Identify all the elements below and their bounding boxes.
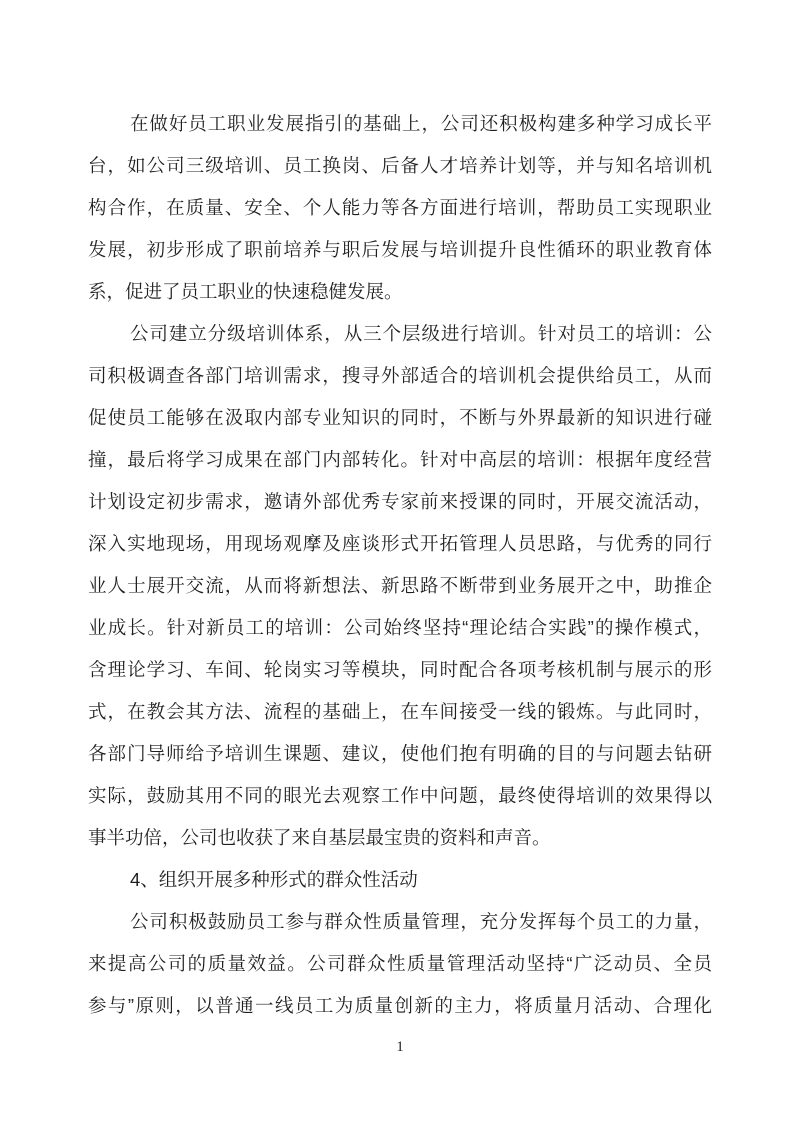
paragraph-line: 业人士展开交流，从而将新想法、新思路不断带到业务展开之中，助推企 [88,575,712,596]
paragraph-line: 实际，鼓励其用不同的眼光去观察工作中问题，最终使得培训的效果得以 [88,785,712,806]
paragraph-line: 事半功倍，公司也收获了来自基层最宝贵的资料和声音。 [88,827,551,848]
paragraph-line: 台，如公司三级培训、员工换岗、后备人才培养计划等，并与知名培训机 [88,155,712,176]
paragraph-line: 撞，最后将学习成果在部门内部转化。针对中高层的培训：根据年度经营 [88,449,712,470]
paragraph-line: 促使员工能够在汲取内部专业知识的同时，不断与外界最新的知识进行碰 [88,407,712,428]
paragraph-line: 在做好员工职业发展指引的基础上，公司还积极构建多种学习成长平 [130,113,712,134]
paragraph-line: 构合作，在质量、安全、个人能力等各方面进行培训，帮助员工实现职业 [88,197,712,218]
paragraph-line: 司积极调查各部门培训需求，搜寻外部适合的培训机会提供给员工，从而 [88,365,712,386]
paragraph-line: 参与”原则，以普通一线员工为质量创新的主力，将质量月活动、合理化 [88,995,712,1016]
paragraph-line: 含理论学习、车间、轮岗实习等模块，同时配合各项考核机制与展示的形 [88,659,712,680]
heading-line: 4、组织开展多种形式的群众性活动 [130,869,418,890]
page-number: 1 [396,1039,404,1055]
paragraph-line: 式，在教会其方法、流程的基础上，在车间接受一线的锻炼。与此同时， [88,701,712,722]
paragraph-line: 业成长。针对新员工的培训：公司始终坚持“理论结合实践”的操作模式， [88,617,712,638]
document-body [88,103,712,1027]
paragraph-line: 发展，初步形成了职前培养与职后发展与培训提升良性循环的职业教育体 [88,239,712,260]
paragraph-line: 系，促进了员工职业的快速稳健发展。 [88,281,403,302]
paragraph-line: 深入实地现场，用现场观摩及座谈形式开拓管理人员思路，与优秀的同行 [88,533,712,554]
paragraph-line: 各部门导师给予培训生课题、建议，使他们抱有明确的目的与问题去钻研 [88,743,712,764]
paragraph-line: 公司建立分级培训体系，从三个层级进行培训。针对员工的培训：公 [130,323,712,344]
paragraph-line: 计划设定初步需求，邀请外部优秀专家前来授课的同时，开展交流活动， [88,491,712,512]
paragraph-line: 来提高公司的质量效益。公司群众性质量管理活动坚持“广泛动员、全员 [88,953,712,974]
paragraph-line: 公司积极鼓励员工参与群众性质量管理，充分发挥每个员工的力量， [130,911,712,932]
page-footer [0,1036,800,1058]
